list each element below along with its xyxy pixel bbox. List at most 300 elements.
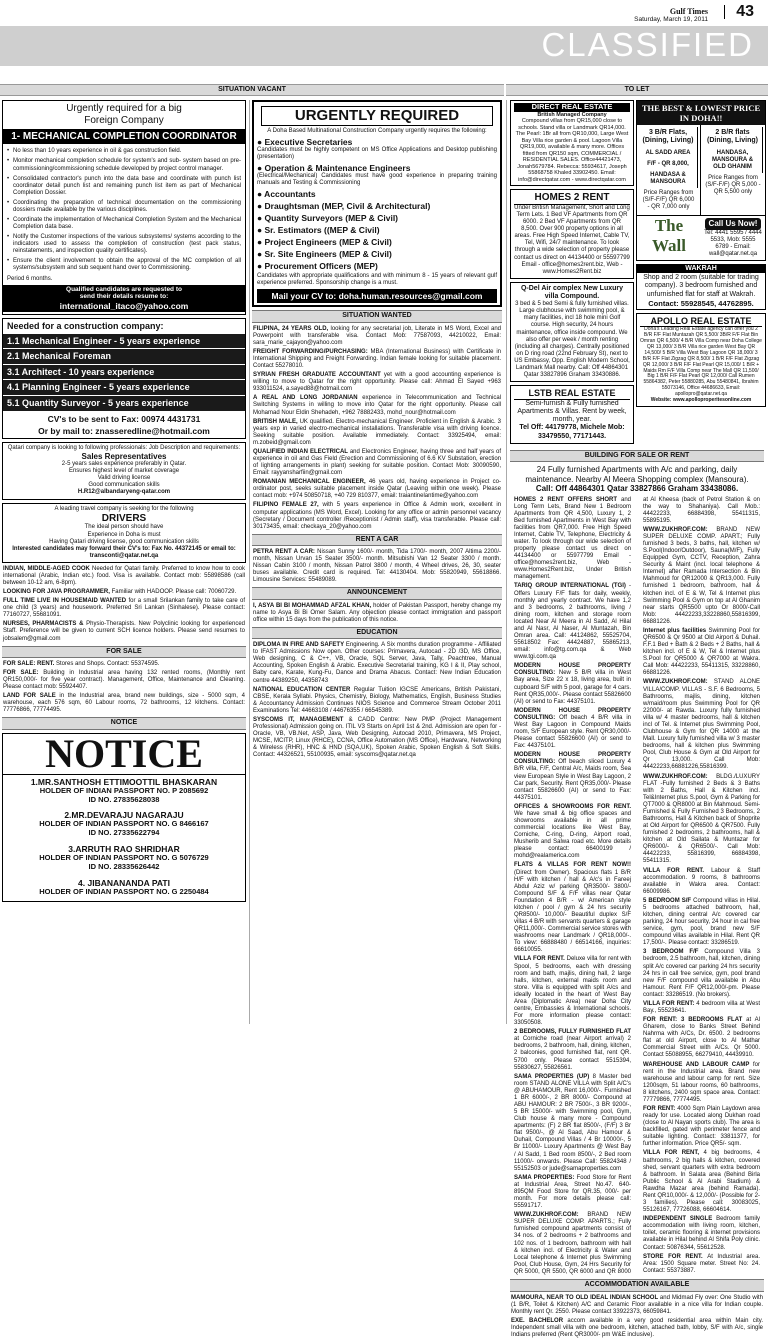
section-header-announcement: ANNOUNCEMENT xyxy=(252,587,502,599)
listing xyxy=(253,549,501,584)
listing xyxy=(253,502,501,530)
ad-title: 1- MECHANICAL COMPLETION COORDINATOR xyxy=(3,129,245,145)
requirements-list xyxy=(7,148,241,272)
listing-lead: MAMOURA, NEAR TO OLD IDEAL INDIAN SCHOOL xyxy=(511,1294,660,1301)
requirement-item: Valid driving license xyxy=(97,475,151,482)
listing-lead: LAND FOR SALE xyxy=(3,693,60,700)
offer-area: HANDASA & MANSOURA xyxy=(639,170,698,188)
listing-text: yet with a good accounting experience is willing to move to Qatar for the right opportunity. Please call: Ahmad El Sayed +963 933011524, a.sayed88@hotmail.com xyxy=(253,372,501,393)
cv-note xyxy=(3,285,245,312)
listing-text: looking for any secretarial job, Literate in MS Word, Excel and Powerpoint with transferable visa. Contact Mob: 77587093, 44210022, Email: sara_marie_cajayon@yahoo.com xyxy=(253,325,502,346)
listing-lead: QUALIFIED INDIAN ELECTRICAL xyxy=(253,448,350,455)
notice-title: NOTICE xyxy=(3,734,245,775)
listing-text: Food Store for Rent at Industrial Area, Street No.47. 640-895QM Food Store for QR.35, 000/- per month. For more details please call: 55591717. xyxy=(514,1174,631,1210)
listing-lead: NURSES, PHARMACISTS & xyxy=(3,621,87,628)
listing-text: Off beach 4 B/R villa in West Bay Lagoon in Compound Maids room, S/F European style. Rent QR30,000/- Please contact 55826600 (AI) or send to Fax: 44375101. xyxy=(514,714,632,750)
position-title: ● Quantity Surveyors (MEP & Civil) xyxy=(257,213,399,224)
position-row: 4.1 Planning Engineer - 5 years experience xyxy=(3,380,245,396)
notice-item xyxy=(3,876,245,901)
listing xyxy=(3,670,245,691)
position-title: ● Accountants xyxy=(257,189,316,200)
requirement-item: • No less than 10 years experience in oil & gas construction field. xyxy=(7,148,241,155)
listing-text: for rent in the Industrial area. Brand new warehouse and labour camp for rent. Size 1200sqm, 51 labour rooms, 60 bathrooms, 8 kitchens, 2400 sqm space area. Contact: 77779866, 77774495. xyxy=(643,1061,760,1103)
notice-ad xyxy=(2,730,246,902)
contract-period: Period 6 months. xyxy=(7,275,53,282)
ad-subtitle: British Managed Company xyxy=(537,111,607,118)
listing-text: Off beach sliced Luxury 4 B/R villa, F/F, Central A/c, Maids room, Sea view European Style in West Bay Lagoon, 2 Car park, Security. Rent QR35,000/- Please contact 55826600 (AI) or send to Fax: 44375101. xyxy=(514,759,632,801)
notice-passport: HOLDER OF INDIAN PASSPORT NO. G 5076729 xyxy=(39,853,209,863)
position-title: ● Draughtsman (MEP, Civil & Architectural) xyxy=(257,201,431,212)
announcement-listings xyxy=(250,603,504,624)
ad-title: APOLLO REAL ESTATE xyxy=(640,316,762,328)
ad-title: THE BEST & LOWEST PRICE IN DOHA!! xyxy=(637,101,765,125)
listing-text: and Midmad Fly over: One Studio with (1 B/R, Toilet & Kitchen) A/C and Ceramic Floor available in a nice villa for Indian couple. Monthly rent Qr. 2550. Please contact 33922373, 66059841. xyxy=(511,1294,763,1315)
listing-lead: OFFICES & SHOWROOMS FOR RENT. xyxy=(514,803,631,810)
position-item xyxy=(257,189,497,199)
ad-line: Having Qatari driving license, good communication skills xyxy=(49,538,199,545)
requirements-list xyxy=(6,461,242,489)
listing xyxy=(3,589,245,596)
ad-body: Shop and 2 room (suitable for trading company). 3 bedroom furnished and unfurnished flat for staff at Wakrah. xyxy=(643,274,759,298)
listing-lead: ROMANIAN MECHANICAL ENGINEER, xyxy=(253,479,369,486)
listing-lead: FOR RENT: 3 BEDROOMS FLAT xyxy=(643,1017,747,1024)
ad-contact: Interested candidates may forward their CV's to: Fax No. 44372145 or email to: transconti@qatar.net.qa xyxy=(12,545,236,559)
apollo-ad xyxy=(636,313,766,407)
listing-lead: FULL TIME LIVE IN HOUSEMAID WANTED xyxy=(3,598,129,605)
listing-lead: VILLA FOR RENT: xyxy=(643,1000,697,1007)
listing-lead: FILIPINA, 24 YEARS OLD, xyxy=(253,325,331,332)
listing-lead: 5 BEDROOM S/F xyxy=(643,897,694,904)
best-price-grid xyxy=(637,125,765,215)
listing-text: experience in Telecommunication and Technical Switching Systems in willing to move into Qatar for the right opportunity. Please call Mohamad Nour Eldin Shehadeh, +962 78882433, mohd_nour@hotmail.com xyxy=(253,395,501,416)
direct-real-estate-ad xyxy=(510,100,634,186)
notice-name: 1.MR.SANTHOSH ETTIMOOTTIL BHASKARAN xyxy=(30,776,218,787)
wakrah-ad xyxy=(636,264,766,310)
ad-title: WAKRAH xyxy=(637,265,765,273)
ad-body: Compound villas from QR15,000 close to schools. Stand villa or Landmark QR14,000. The Pearl: 1Br all from QR10,000, Large West Bay Villa rice garden & pool. Lagoon Villa QR19,000, available & many more. Offices fitted from QR150 sqm, COMMERCIAL / RESIDENTIAL SALES. Office44421473, Jonah5679784. Rebecca: 55934617, Joseph 55868758 Khaled 33902450. Email: info@directqatar.com - www.directqatar.com xyxy=(515,118,629,183)
listing-text: BRAND NEW SUPER DELUXE COMP. APART.; Fully furnished 3 beds, 3 baths, hall, kitchen w/ S.Pool(Indoor/Outdoor), Sauna(M/F), Fully Equipped Gym, CCTV, Reception, Zahra Security & Maint (incl. local telephone & Internet) after Ramada Intersection & Bin Mahmoud for QR12000 & QR13,000. Fully furnished 1 bedroom, bathroom, hall & kitchen incl. of E & W, Tel & Internet plus Swimming Pool & Gym on top at Al Ghanim near starts QR5500 upto Or 8000/-Call Mob: 44422233,33228860,55816399, 66881226. xyxy=(643,526,760,625)
sales-rep-ad xyxy=(2,442,246,500)
listing xyxy=(643,868,760,896)
requirement-item: • Notify the Customer inspections of the various subsystems/ systems according to the indicators used to assess the completion of construction (test pack status, reinstatements, and inspection quality certificates). xyxy=(7,234,241,255)
ad-title: HOMES 2 RENT xyxy=(514,192,630,205)
cv-note-line: Qualified candidates are requested to xyxy=(66,285,182,293)
listing-text: - Offers Luxury F/F flats for daily, weekly, monthly and yearly contract. We have 1,2 and 3 bedrooms, 2 bathrooms, living / dining room, kitchen and storage room located Near Al Meera in Al Sadd, Al Hilal and Al Nasr, Al Naser, Al Muntazah, Bin Omran area. Call: 44124862, 55525704, 55618502 Fax: 44424887, 55865213, email: info@tg.com.qa & Web www.tgi.com.qa xyxy=(514,583,631,661)
contact-email-link[interactable]: H.R12@albandaryeng-qatar.com xyxy=(77,489,171,496)
listing xyxy=(253,349,501,370)
website-link[interactable]: Website: www.apolloproperitesonline.com xyxy=(650,396,752,403)
listing-text: 46 years old, having experience in Project co-ordinator post, seeks suitable placement inside Qatar (Leaving within one week). Please contact mob: +974 50850718, +40 729 810377, email: traiantinelantime@yahoo.com xyxy=(253,479,501,500)
listing-text: New 5 B/R villa in West Bay area, Size 22 x 18, living area, built in cupboard S/F with 5 pool, garage for 4 cars. Rent QR35,000/-. Please contact 55826600 (AI) or send to Fax: 44375101. xyxy=(514,670,631,705)
listing xyxy=(643,898,760,948)
listing-lead: I, ASYA BI BI MOHAMMAD AFZAL KHAN, xyxy=(253,602,374,609)
section-header-for-sale: FOR SALE xyxy=(2,646,246,658)
listing xyxy=(514,708,631,750)
listing-lead: FLATS & VILLAS FOR RENT NOW!! xyxy=(514,862,631,869)
left-subcolumn xyxy=(510,100,634,447)
listing-text: Labour & Staff accommodation. 9 rooms, 8 bathrooms available in Wakra area. Contact: 66009986. xyxy=(643,867,760,895)
position-title: ● Sr. Estimators ((MEP & Civil) xyxy=(257,225,380,236)
listing-lead: INDEPENDENT SINGLE xyxy=(643,1216,717,1223)
listing-lead: WAREHOUSE AND LABOUR CAMP xyxy=(643,1061,753,1068)
position-desc: Candidates must be highly competent on MS Office Applications and Desktop publishing (presentation) xyxy=(257,146,497,160)
listing xyxy=(643,949,760,999)
offer-left xyxy=(637,125,701,215)
position-row: 1.1 Mechanical Engineer - 5 years experience xyxy=(3,334,245,350)
position-row: 2.1 Mechanical Foreman xyxy=(3,349,245,365)
listing-text: STAND ALONE VILLA/COMP. VILLAS - S.F. 6 Bedrooms, 5 Bathrooms, majlis, dining, kitchen w/maid/room plus Swimming Pool for QR 22000/- at Rawda. Luxury fully furnished villa w/ 4 master bedrooms, hall & kitchen incl of Tel. & Internet plus Swimming Pool, Clubhouse & Gym for QR 14000 at the Mall. Luxury fully furnished villa w/ 3 master bedrooms, hall & kitchen plus Swimming Pool, Club House & Gym at Old Airport for Qr 13,000. Call Mob: 44422233,66881226,55816399. xyxy=(643,679,760,771)
listing xyxy=(643,1017,760,1059)
listing xyxy=(514,497,631,582)
listing xyxy=(3,598,245,619)
listing xyxy=(514,1029,631,1071)
listing-text: At Industrial area. Area: 1500 Square meter. Street No: 24. Contact: 55373887. xyxy=(643,1253,761,1274)
masthead-divider xyxy=(724,5,725,19)
building-ad-contact: Call: Off 44864301 Qatar 33827866 Graham 33438086. xyxy=(535,484,739,494)
listing xyxy=(514,752,631,802)
ad-body: Semi-furnish & Fully furnished Apartments & Villas. Rent by week, month, year. xyxy=(517,399,627,424)
position-row: 5.1 Quantity Surveyor - 5 years experience xyxy=(3,396,245,412)
listing-lead: 2 BEDROOMS, FULLY FURNISHED FLAT xyxy=(514,1029,631,1036)
listing xyxy=(643,1106,760,1148)
offer-title: 2 B/R flats (Dining, Living) xyxy=(703,127,763,148)
contact-email-link[interactable]: international_itaco@yahoo.com xyxy=(59,300,189,311)
requirement-item: 2-5 years sales experience preferably in Qatar. xyxy=(61,461,187,468)
offer-right xyxy=(701,125,765,215)
publication-info xyxy=(634,7,708,24)
qdel-ad xyxy=(510,282,634,382)
position-item xyxy=(257,137,497,161)
section-header-to-let: TO LET xyxy=(506,84,768,96)
offer-title: 3 B/R Flats, (Dining, Living) xyxy=(639,127,698,148)
position-title: ● Sr. Site Engineers (MEP & Civil) xyxy=(257,249,392,260)
listing-text: at Al Gharem, close to Banks Street Behind Nahrma with A/Cs, Dr. 6500. 2 bedrooms flat at old Airport, close to Al Mathar Commercial Street with A/Cs. Qr 5000. Contact 55088955, 66279410, 44439910. xyxy=(643,1017,760,1059)
listing xyxy=(253,479,501,500)
requirement-item: • Ensure the client involvement to obtain the approval of the MC completion of all systems/subsystem and sub sequent hand over to Commissioning. xyxy=(7,258,241,272)
position-item xyxy=(257,249,497,259)
listing-text: Familiar with HADOOP. Please call: 70060729. xyxy=(111,589,237,596)
listing-text: accom available in a very good residential area within Main city. Independent small villa with one bedroom, kitchen, attached bath, lobby, S/F with A/c, single Indians preferred (Rent QR3000/- pm W&E inclusive). xyxy=(511,1317,763,1338)
ad-intro: Qatari company is looking to following professionals: Job Description and requirements: xyxy=(7,444,241,451)
listing-text: Nissan Sunny 1600/- month, Tida 1700/- month, 2007 Altima 2200/- month, Nissan Urvan 15 Seater 3500/- month. Mitsubishi Van 12 Seater 3300 / month. Nissan Cabin 3100 / month, Nissan Patrol 3800 / month, 4 Wheel drives, 26, 30, seater buses available. Credit card is required. Tel: 44130404. Mob: 55820949, 55618866. Limousine Services: 55489089. xyxy=(253,549,502,584)
section-header-accommodation: ACCOMMODATION AVAILABLE xyxy=(510,1279,764,1291)
listing-lead: PETRA RENT A CAR: xyxy=(253,549,318,555)
listing xyxy=(643,774,760,866)
drivers-ad xyxy=(2,503,246,563)
requirement-item: Ensures highest level of market coverage xyxy=(68,468,180,475)
listing-lead: MODERN HOUSE PROPERTY CONSULTING: xyxy=(514,752,631,766)
position-title: ● Project Engineers (MEP & Civil) xyxy=(257,237,392,248)
position-item xyxy=(257,201,497,211)
position-item xyxy=(257,225,497,235)
offer-price: F/F - QR 8,000, xyxy=(639,159,698,170)
the-wall-logo: The Wall xyxy=(651,216,686,256)
listing-lead: SAMA PROPERTIES: xyxy=(514,1174,577,1181)
requirement-item: • Consolidated contractor's punch into the data base and coordinate with punch list coordinator detail punch list and remaining punch list item as part of Mechanical Completion Dossier. xyxy=(7,176,241,197)
listing-lead: FOR SALE: RENT. xyxy=(3,660,57,667)
listing-lead: FILIPINO FEMALE 27, xyxy=(253,502,323,509)
ad-heading: Needed for a construction company: xyxy=(7,320,164,331)
page-number: 43 xyxy=(736,3,754,20)
notice-passport: HOLDER OF INDIAN PASSPORT NO. P 2085692 xyxy=(39,785,209,795)
notice-id: ID NO. 27835628038 xyxy=(88,794,160,804)
listing-lead: DIPLOMA IN FIRE AND SAFETY xyxy=(253,642,346,649)
ad-contact: Tel: 4441 5595 / 4444 5533, Mob: 5555 6789 - Email: wall@qatar.net.qa xyxy=(704,229,762,257)
listing-text: & CADD Centre: New PMP (Project Management Professional) Admission going on. ITIL V3 Starts on April 1st & 2nd. Admission are open for - Oracle, VB, VB.Net, ASP, Java, Web Designing, Autocad 2010, Primavera, MS Project, MCSE, MCITP, Linux (RHCE), CCNA, Office Automation (MS Office), Hardware, Networking & Wireless (RHR), HNC & HND (SQA,UK), Spoken Arabic, Spoken English & Soft Skills. Contact: 44326521, 55100935, email: syscoms@qatar.net.qa xyxy=(253,716,501,759)
listing-lead: VILLA FOR RENT. xyxy=(514,956,567,963)
ad-footer: Candidates with appropriate qualifications and with minimum 8 - 15 years of relevant gulf experience preferred. Sponsorship change is a must. xyxy=(257,273,497,287)
listing xyxy=(514,862,631,954)
position-item xyxy=(257,213,497,223)
listing-text: Deluxe villa for rent with Spool, 5 bedrooms, each with dressing room and bath, majlis, dining hall, 2 large halls, kitchen, external maids room and store. Villa is equipped with split A/cs and ideally located in the heart of West Bay Area (Diplomatic Area) near Doha City centre, Embassies & International schools. For more information please contact: 33050508. xyxy=(514,956,631,1027)
listing-text: and Electronics Engineer, having three and half years of experience in oil and Gas Field (Erection and Commissioning of 6.6 KV Substation, erection of lighting arrangements in plant) seeking for suitable position. Contact Mob: 30090590, Email: rayyansharfiin@gmail.com xyxy=(253,448,502,477)
listing-text: Swimming Pool for QR6500 & Qr 9500 at Old Airport & Duhail. F.F.1 Bed + Bath & 2 Beds + 2 Baths, hall & kitchen incl. of E & W, Tel & Internet plus S.Pool for QR5000 & QR7000 at Wakra. Call Mob: 44422233, 55411315, 33228860, 66881226. xyxy=(643,627,760,677)
listing-lead: STORE FOR RENT. xyxy=(643,1253,708,1260)
ad-title: DIRECT REAL ESTATE xyxy=(514,103,630,112)
section-title: CLASSIFIED xyxy=(541,26,754,63)
section-header-building: BUILDING FOR SALE OR RENT xyxy=(510,450,764,462)
ad-title: LSTB REAL ESTATE xyxy=(514,388,630,400)
listing-lead: WWW.ZUKHROF.COM: xyxy=(643,526,717,533)
lstb-ad xyxy=(510,385,634,444)
listing-text: 8 Master bed room STAND ALONE VILLA with Split A/C's @ ABUHAMOUR, Rent 16,000/-. Furnished 1 BR 6000/-, 2 BR 8000/- Compound at ABU HAMOUR: 2 BR 7500/-, 3 BR 9200/-, 5 BR 15000/- with Swimming pool, Gym, Club house & many more - Compound apartments: (F) 2 BR flat 8500/-, (F/F) 3 Br flat 9500/-, @ Al Saad, Abu Hamour & Duhail, Compound Villas / 4 Br 10000/-, 5 Br 11000/- Luxury Apartments @ West Bay / Al Sadd, 1 Bed room 8500/-, 2 Bed room 11000/- onwards. Please Call: 55824348 / 55152503 or jude@samaproperties.com xyxy=(514,1073,631,1172)
listing-text: Regular Tuition IGCSE Americans, British Pakistani, CBSE, Kerala Syllabi. Physics, Chemistry, Biology, Mathematics, English, Business Studies & Accountancy Admission Continues NIOS Science and Commerce Stream October 2011 Examinations Tel: 44663108 / 44676355 / 66545389. xyxy=(253,686,501,714)
listing xyxy=(253,372,501,393)
building-ad-body: 24 Fully furnished Apartments with A/c and parking, daily maintenance. Nearby Al Meera Shopping complex (Mansoura). xyxy=(525,465,749,484)
listing-text: 4000 Sqm Plain Laydown area ready for use. Located along Dukhan road (close to Al Nayan sports club). The area is backfilled, gated with perimeter fence and suitable lighting. Contact: 33811377, for further information. Price QR5/- sqm. xyxy=(643,1106,760,1148)
issue-date: Saturday, March 19, 2011 xyxy=(634,16,708,24)
listing-text: Physio-Therapists. New Polyclinic looking for experienced Staff. Preference will be given to current SCH licence holders. Please send resumes to jobsalem@gmail.com xyxy=(3,621,245,642)
masthead xyxy=(0,0,768,92)
listing xyxy=(643,1062,760,1104)
listing xyxy=(511,1295,763,1316)
listing-text: Needed for Qatari family. Preferred to know how to cook international (Arabic, Indian etc.) food. Visa is available. Contact mob: 55898586 (call between 10-12 am, 6-8pm). xyxy=(3,565,245,586)
listing-lead: INDIAN, MIDDLE-AGED COOK xyxy=(3,565,93,572)
ad-title: Q-Del Air complex New Luxury villa Compound. xyxy=(520,284,624,300)
notice-id: ID NO. 27335622794 xyxy=(88,828,160,838)
listing-text: Compound villas in Hilal. 5 bedrooms attached bathroom, hall, kitchen, dining central A/c covered car parking, 24 hour security, 24 hour in cal free service, gym, pool, brand new S/F compound villas available in Hilal. Rent QR 17,500/-. Please contact: 33286519. xyxy=(643,897,760,947)
listing-lead: LOOKING FOR JAVA PROGRAMMER, xyxy=(3,589,112,596)
offer-area: HANDASA, MANSOURA & OLD GHANIM xyxy=(703,148,763,173)
listing xyxy=(643,1150,760,1214)
listing-lead: MODERN HOUSE PROPERTY CONSULTING: xyxy=(514,707,631,721)
education-listings xyxy=(250,642,504,759)
listing-text: with 5 years experience in Office & Admin work, excellent in computer applications (MS Word, Excel). Looking for any office or admin personnel vacancy (Secretary / Document controller /Receptionist / Admin staff), visa transferable. Please call: 30173435, email: checkaya_20@yahoo.com xyxy=(253,502,502,530)
situation-wanted-listings xyxy=(250,326,504,531)
requirement-item: • Coordinate the implementation of Mechanical Completion System and the Mechanical Completion data base. xyxy=(7,217,241,231)
listing-lead: SYRIAN FRESH GRADUATE ACCOUNTANT xyxy=(253,372,384,379)
listing xyxy=(253,449,501,477)
position-item xyxy=(257,163,497,187)
ad-line: Experience in Doha is must xyxy=(87,531,161,538)
offer-price-range: Price Ranges from (S/F-F/F) QR 5,000 - QR 5,500 only xyxy=(705,174,761,195)
listing-lead: EXE. BACHELOR xyxy=(511,1317,568,1324)
listing-lead: A REAL AND LONG JORDANIAN xyxy=(253,395,363,402)
listing-text: We have small & big office spaces and showrooms available in all prime commercial locations like West Bay, Corniche, C-ring, D-ring, Airport road, Musherib and Salwa road etc. More details please contact: 66400199 / mohd@realamerica.com xyxy=(514,810,631,860)
ad-title: DRIVERS xyxy=(101,512,147,524)
listing xyxy=(511,1318,763,1339)
notice-passport: HOLDER OF INDIAN PASSPORT NO. G 2250484 xyxy=(39,886,209,896)
column-middle xyxy=(250,100,504,1024)
ad-title: Sales Representatives xyxy=(81,451,167,461)
ad-line: The ideal person should have xyxy=(84,524,164,531)
accommodation-listings xyxy=(508,1295,766,1339)
position-title: ● Executive Secretaries xyxy=(257,136,353,147)
listing-text: BRAND NEW SUPER DELUXE COMP. APARTS.; Fully furnished compound apartments consist of 34 nos. of 2 bedrooms + 2 bathrooms and 102 nos. of 1 bedroom, bathroom with hall & kitchen incl. of Electricity & Water and Local telephone & Internet plus Swimming Pool, Club House, Gym, 24 Hrs Security for QR 5000, QR 5500, QR 6000 and QR 8000 at Al Kheesa (back of Petrol Station & on the way to Shahaniya). Call Mob.: 44422233, 66884398, 55411315, 55895195. xyxy=(514,496,760,1275)
ad-body: Doha's Leading Real Estate agency can offer you 2 B/R F/F Flat Muntazah QR 5,500/ 3B/R F/F Flat Bin Omran QR 6,500/ 4 B/R Villa Comp near Doha College QR 13,000/ 3 B/R Villa rice garden West Bay QR 14,500/ 5 B/R Villa West Bay Lagoon QR 18,000/ 3 B/R F/F Flat Zigzag QR 8,500/ 1 B/R F/F Flat Zigzag QR 12,000/ 3 B/R F/F Flat Pearl QR 15,000/ 1 B/R + Maids Rm F/F Villa Comp near The Mall QR 11,500/ Big 1 B/R F/F Flat Pearl QR 12,000/ Call Rumen 55864382, Peter 55880285, Abu 55480841, Ibrahim 55073146, Office 44686633, Email: apollopro@qatar.net.qa xyxy=(640,326,762,398)
listing-lead: FREIGHT FORWARDING/PURCHASING: xyxy=(253,348,371,355)
listing-lead: Internet plus facilities xyxy=(643,627,709,634)
call-us-now-label: Call Us Now! xyxy=(705,218,762,229)
call-block xyxy=(701,216,765,260)
listing xyxy=(643,628,760,678)
ad-intro: A Doha Based Multinational Construction Company urgently requires the following: xyxy=(267,127,487,134)
listing xyxy=(253,603,501,624)
listing-lead: VILLA FOR RENT. xyxy=(643,867,712,874)
listing-text: at Corniche road (near Airport arrival) 2 bedrooms, 2 bathroom, hall, dining, kitchen, 2 balconies, good furnished flat, rent QR. 5700 only. Please contact 5515394, 55830627, 55826561. xyxy=(514,1036,631,1071)
offer-area: AL SADD AREA xyxy=(639,148,698,159)
ad-body: Under British Management, Short and Long Term Lets. 1 Bed VF Apartments from QR 6000. 2 Bed VF Apartments from QR 8,500. Over 900 property options in all areas. Free High Speed Internet, Cable TV, Tel, Wifi, 24/7 maintenance. To look through a wide selection of property please contact us direct on 44134400 or 55597799 Email - office@homes2rent.biz, Web - www.Homes2Rent.biz xyxy=(514,204,630,275)
ad-intro: A leading travel company is seeking for the following xyxy=(54,505,194,512)
requirement-item: Good communication skills xyxy=(88,482,160,489)
listing-text: BLDG./LUXURY FLAT -Fully furnished 2 Beds & 3 Baths with 2 Baths, Hall & Kitchen incl. Tel&Internet plus S.pool, Gym & Parking for QT7000 & QR8000 at Bin Mahmoud. Semi-Furnished & Fully Furnished 3 Bedrooms, 2 Bathrooms, Hall & Kitchen back of Shoprite at Old Airport for QR6500 & QR7500. Fully furnished 2 bedrooms, 2 bathrooms, hall & kitchen at Old Sailata & Muntazar for QR6000/- & QR6500/-. Call Mob: 44422233, 55816399, 66884398, 55411315. xyxy=(643,773,760,865)
notice-id: ID NO. 28335626442 xyxy=(88,861,160,871)
notice-name: 3.ARRUTH RAO SHRIDHAR xyxy=(68,844,180,855)
listing xyxy=(643,527,760,626)
listing xyxy=(514,1175,631,1210)
ad-line: Foreign Company xyxy=(84,114,164,126)
ad-body: 3 bed & 5 bed Semi & fully furnished villas. Large clubhouse with swimming pool, & many facilities, incl 18 hole mini Golf course. High security, 24 hours maintenance, office inside compound. We also offer per week / month renting (including all charges). Centrally positioned on D ring road (22nd February St), next to US Embassy, Opp. English Modern School, Landmark Mall nearby. Call: Off 44864301 Qatar 33827896 Graham 33430886. xyxy=(514,301,630,379)
cv-email-link[interactable]: Mail your CV to: doha.human.resources@gmail.com xyxy=(257,289,497,303)
notice-item xyxy=(3,775,245,809)
listing xyxy=(253,419,501,447)
position-row: 3.1 Architect - 10 years experience xyxy=(3,365,245,381)
listing-text: Engineering. A Six months duration programme - Affiliated to IFAST Admissions Now open. Other courses: Primavera, Autocad - 2D /3D, MS Office, Web designing, C & C++, VB, Oracle, SQL Server, Java, Tally, Peachtree, Manual Accounting, Spoken English & Arabic. Executive Secretarial training, KG I & II, Play school, Baby care, Karate, Kung-Fu, Dance and Drama Abacus. Contact: New Indian Education centre 44389250, 44358743 xyxy=(253,642,501,684)
notice-item xyxy=(3,808,245,842)
notice-name: 2.MR.DEVARAJU NAGARAJU xyxy=(64,810,184,821)
listing-lead: WWW.ZUKHROF.COM: xyxy=(643,679,714,686)
requirement-item: • Monitor mechanical completion schedule for system's and sub- system based on pre-commissioning/commissioning schedule developed by project control manager. xyxy=(7,158,241,172)
ad-line: Urgently required for a big xyxy=(66,103,182,114)
classified-listings xyxy=(0,566,248,643)
listing xyxy=(514,956,631,1027)
section-header-notice: NOTICE xyxy=(2,717,246,729)
construction-job-ad xyxy=(2,318,246,439)
offer-price-range: Price Ranges from (S/F-F/F) QR 6,000 - QR 7,000 only xyxy=(642,189,695,210)
listing-lead: WWW.ZUKHROF.COM: xyxy=(514,1212,588,1219)
homes2rent-ad xyxy=(510,189,634,279)
listing-lead: TARIQ GROUP INTERNATIONAL (TGI) xyxy=(514,583,629,590)
position-desc: (Electrical/Mechanical) Candidates must have good experience in preparing training manuals and Testing & Commissioning xyxy=(257,172,497,187)
section-header-situation-wanted: SITUATION WANTED xyxy=(252,310,502,322)
notice-list xyxy=(3,775,245,901)
positions-list xyxy=(3,334,245,412)
listing xyxy=(253,395,501,416)
urgent-job-ad xyxy=(252,100,502,307)
listing-text: Compound Villa 3 bedroom, 2.5 bathroom, hall, kitchen, dining split A/c covered car parking 24 hrs security 24 hrs in call free service, gym, pool brand new F/F compound villa available in Abu Hamour. Rent F/F QR12,000/-pm. Please contact: 33286519. (No brokers). xyxy=(643,949,760,998)
listing xyxy=(643,1216,760,1251)
listing-lead: 3 BEDROOM F/F xyxy=(643,949,705,956)
listing xyxy=(514,663,631,705)
listing xyxy=(253,687,501,715)
section-header-education: EDUCATION xyxy=(252,627,502,639)
listing-lead: FOR SALE: xyxy=(3,669,44,676)
listing-lead: WWW.ZUKHROF.COM: xyxy=(643,773,717,780)
listing-text: and Long Term Lets, Brand New 1 Bedroom Apartments from QR 4,500, Luxury 1, 2 Bed furnished Apartments in West Bay with facilities from QR7,000. Free High Speed Internet, Cable TV, Telephone, Electricity & water. To look through our wide selection of property please contact us direct on 44134400 or 55977799 Email - office@homes2rent.biz, Web - www.Homes2Rent.biz, Under British management. xyxy=(514,496,631,581)
ad-contact: Contact: 55928545, 44762895. xyxy=(648,298,754,308)
right-subcolumn xyxy=(636,100,766,447)
ad-title: URGENTLY REQUIRED xyxy=(261,106,493,126)
publication-name: Gulf Times xyxy=(669,7,708,16)
listing xyxy=(643,1254,760,1275)
cv-fax-line: CV's to be sent to Fax: 00974 4431731 xyxy=(47,413,201,424)
rent-a-car-listings xyxy=(250,549,504,584)
requirement-item: • Coordinating the preparation of technical documentation on the commissioning dossiers made available by the various disciplines. xyxy=(7,200,241,214)
section-header-rent-a-car: RENT A CAR xyxy=(252,534,502,546)
listing-text: MBA (International Business) with Certificate in International Shipping and Freight Forwarding. Indian female looking for suitable placement. Contact 55278010. xyxy=(253,348,501,370)
listing-lead: SYSCOMS IT, MANAGEMENT xyxy=(253,716,349,723)
cv-email-line: Or by mail to: znasseredline@hotmail.com xyxy=(38,425,210,436)
position-item xyxy=(257,261,497,271)
listing xyxy=(643,1001,760,1015)
position-item xyxy=(257,237,497,247)
ad-contact: Tel Off: 44179778, Michele Mob: 33479550, 77171443. xyxy=(519,424,625,440)
listing xyxy=(253,717,501,759)
listing-text: 4 big bedrooms, 4 bathrooms, 2 big halls & kitchen, covered shed, servant quarters with extra bedroom & bathroom. In Salata area (Behind Birla Public School & Al Arabi Stadium) & Rawdha Mazar area (behind Ramada). Rent QR10,000/- & 12,000/- (Possible for 2-3 families). Please call: 30083025, 55126167, 77726088, 66604614. xyxy=(643,1150,760,1214)
notice-item xyxy=(3,842,245,876)
best-price-ad xyxy=(636,100,766,261)
column-right xyxy=(508,100,766,1338)
mcc-job-ad xyxy=(2,100,246,315)
listing xyxy=(514,1074,631,1173)
for-sale-listings xyxy=(0,661,248,715)
listing-text: holder of Pakistan Passport, hereby change my name to Asya Bi Bi Omer Salam. Any objection please contact immigration and passport office within 15 days from the publication of this notice. xyxy=(253,602,502,623)
listing-text: Bedroom family accommodation with living room, kitchen, toilet, ceramic flooring & internet provisions available in Hilal behind Al Shifa Poly clinic. Contact: 50876344, 55612528. xyxy=(643,1216,760,1251)
listing xyxy=(643,679,760,771)
position-title: ● Operation & Maintenance Engineers xyxy=(257,162,411,173)
listing-text: Stores and Shops. Contact: 55374595. xyxy=(56,660,160,667)
section-header-situation-vacant: SITUATION VACANT xyxy=(0,84,504,96)
listing-text: Building in Industrial area having 132 rented rooms, (Monthly rent QR150,000/- for five year contract). Management, Office, Maintenance and Cleaning. Please contact mob: 55924407. xyxy=(3,669,246,691)
listing xyxy=(253,642,501,684)
to-let-listings xyxy=(511,497,763,1277)
listing-text: for a small Srilankan family to take care of one child (3 years) and housework. Preferred Sri Lankan (Sinhalese). Please contact: 77160727, 55681091. xyxy=(3,598,245,619)
listing xyxy=(3,693,245,714)
cv-note-line: send their details resume to: xyxy=(79,293,169,301)
listing xyxy=(514,804,631,861)
listing-text: in the Industrial area, brand new buildings, size - 5000 sqm, 4 warehouse, each 576 sqm, 60 Labour rooms, 72 bathrooms, 12 kitchens. Contact: 77776866, 77774495. xyxy=(3,693,245,714)
position-title: ● Procurement Officers (MEP) xyxy=(257,261,378,272)
listing xyxy=(3,661,245,668)
column-rule xyxy=(506,100,507,1024)
listing xyxy=(3,621,245,642)
column-left xyxy=(0,100,248,1024)
listing-lead: BRITISH MALE, xyxy=(253,418,300,425)
notice-name: 4. JIBANANANDA PATI xyxy=(78,877,170,888)
listing-lead: HOMES 2 RENT OFFERS SHORT xyxy=(514,496,621,503)
listing-lead: MODERN HOUSE PROPERTY CONSULTING: xyxy=(514,663,631,677)
listing-text: (Direct from Owner). Spacious flats 1 B/R H/F with kitchen / hall & A/c's in Fareej Abdul Aziz w/ parking QR3500/- 3800/- Compound S/F & F/F villas near Qatar Foundation 4 B/R - w/ American style kitchen / pool / gym & 24 hrs security QR8500/- 10,000/- Beautiful duplex S/F villas 4 B/R with servants quarters & garage QR11,000/-. Commercial service stores with washrooms near Landmark / QR18,000/-. To view: 66888480 / 66514166, inquiries: 66610055. xyxy=(514,869,631,954)
listing xyxy=(3,566,245,587)
listing-lead: FOR RENT: xyxy=(643,1106,678,1113)
listing-lead: SAMA PROPERTIES (UP) xyxy=(514,1073,593,1080)
listing xyxy=(253,326,501,347)
listing-text: UK qualified. Electro-mechanical Engineer. Proficient in English & Arabic. 3 years exp in varied electro-mechanical installations. Transferable visa with driving licence. Seeking suitable position. Available immediately. Contact: 33925494, email: m.zobeid@gmail.com xyxy=(253,418,501,446)
positions-list xyxy=(257,137,497,271)
listing-lead: VILLA FOR RENT, xyxy=(643,1150,704,1157)
listing-lead: NATIONAL EDUCATION CENTER xyxy=(253,686,354,693)
notice-passport: HOLDER OF INDIAN PASSPORT NO. G 8466167 xyxy=(39,819,209,829)
